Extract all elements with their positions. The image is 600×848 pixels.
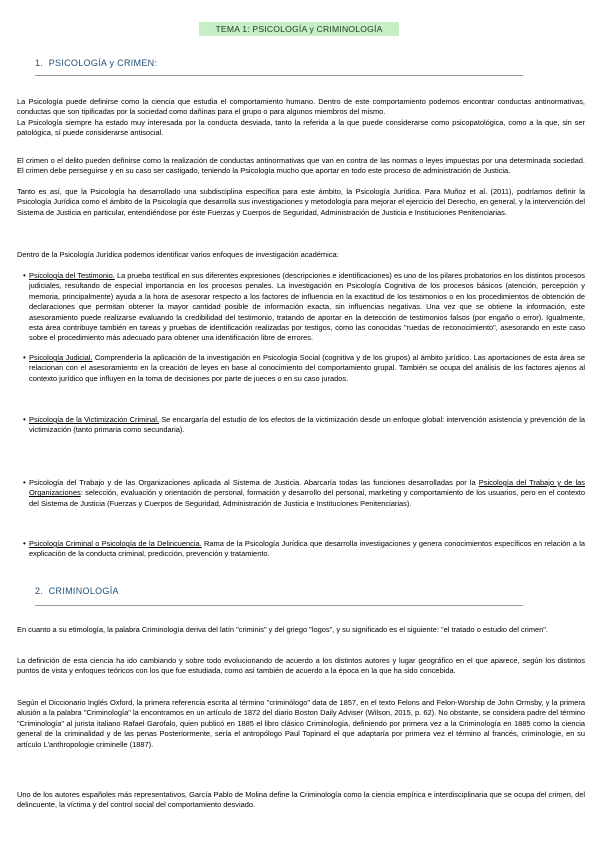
paragraph: Uno de los autores españoles más representativos, García Pablo de Molina define la Criminología como la ciencia empírica e interdisciplinaria que se ocupa del crimen, del delincuente, la víctima y del control social del comportamiento desviado. bbox=[17, 790, 585, 810]
list-item-text: Se encargaría del estudio de los efectos de la victimización desde un enfoque global: intervención asistencia y prevención de la victimización (tanto primaria como secundaria). bbox=[29, 415, 586, 435]
paragraph: En cuanto a su etimología, la palabra Criminología deriva del latín "criminis" y del griego "logos", y su significado es el siguiente: "el tratado o estudio del crimen". bbox=[17, 625, 548, 634]
document-title: TEMA 1: PSICOLOGÍA y CRIMINOLOGÍA bbox=[199, 22, 399, 36]
paragraph: Dentro de la Psicología Jurídica podemos identificar varios enfoques de investigación académica: bbox=[17, 250, 339, 259]
paragraph: El crimen o el delito pueden definirse como la realización de conductas antinormativas que van en contra de las normas o leyes impuestas por una determinada sociedad. El crimen debe perseguirse y en su caso ser castigado, teniendo la Psicología mucho que aportar en todo este proceso de administración de Justicia. bbox=[17, 156, 585, 176]
bullet-icon: • bbox=[23, 353, 26, 362]
list-item-term: Psicología de la Victimización Criminal. bbox=[29, 415, 159, 424]
paragraph: La Psicología puede definirse como la ciencia que estudia el comportamiento humano. Dentro de este comportamiento podemos encontrar conductas antinormativas, conductas que son tipificadas por la sociedad como dañinas para el grupo o para algunos miembros del mismo. bbox=[17, 97, 585, 117]
section-divider bbox=[35, 75, 523, 76]
list-item-text: Comprendería la aplicación de la investigación en Psicología Social (cognitiva y de los grupos) al ámbito jurídico. Las aportaciones de esta área se relacionan con el asesoramiento en la creación de leyes en base al conocimiento del comportamiento grupal. También se ocupa del análisis de los factores ajenos al contexto jurídico que influyen en la toma de decisiones por parte de jueces o en su caso jurados. bbox=[29, 353, 585, 383]
section-number: 2. bbox=[35, 586, 44, 596]
bullet-icon: • bbox=[23, 539, 26, 548]
list-item-text: Rama de la Psicología Jurídica que desarrolla investigaciones y genera conocimientos específicos en relación a la explicación de la conducta criminal, predicción, prevención y tratamiento. bbox=[29, 539, 585, 559]
list-item-term: Psicología Judicial. bbox=[29, 353, 93, 362]
list-item bbox=[23, 415, 585, 436]
section-title: PSICOLOGÍA y CRIMEN: bbox=[48, 58, 158, 68]
list-item bbox=[23, 353, 585, 384]
section-title: CRIMINOLOGÍA bbox=[48, 586, 119, 596]
list-item-term: Psicología del Trabajo y de las Organizaciones bbox=[29, 478, 585, 498]
list-item-pre: Psicología del Trabajo y de las Organizaciones aplicada al Sistema de Justicia. Abarcaría todas las funciones desarrolladas por la bbox=[29, 478, 479, 487]
section-divider bbox=[35, 605, 523, 606]
bullet-icon: • bbox=[23, 415, 26, 424]
section-heading-2 bbox=[35, 586, 119, 596]
list-item-term: Psicología Criminal o Psicología de la Delincuencia. bbox=[29, 539, 202, 548]
paragraph: Según el Diccionario Inglés Oxford, la primera referencia escrita al término "criminólogo" data de 1857, en el texto Felons and Felon-Worship de John Ormsby, y la primera alusión a la palabra "Criminología" la encontramos en un artículo de 1872 del diario Boston Daily Adviser (Wilson, 2015, p. 62). No obstante, se considera padre del término "Criminología" al jurista italiano Rafael Garofalo, quien publicó en 1885 el libro clásico Criminología, definiendo por primera vez a la Criminología en 1885 como la ciencia general de la criminalidad y de las penas Posteriormente, sería el antropólogo Paul Topinard el que adaptaría por primera vez el término al francés, criminologie, en su artículo L'anthropologie criminelle (1887). bbox=[17, 698, 585, 749]
paragraph: La Psicología siempre ha estado muy interesada por la conducta desviada, tanto la referida a la que puede considerarse como psicopatológica, como a la que, sin ser patológica, sí puede considerarse antisocial. bbox=[17, 118, 585, 138]
section-number: 1. bbox=[35, 58, 44, 68]
list-item bbox=[23, 478, 585, 509]
list-item-term: Psicología del Testimonio. bbox=[29, 271, 115, 280]
bullet-icon: • bbox=[23, 271, 26, 280]
paragraph: La definición de esta ciencia ha ido cambiando y sobre todo evolucionando de acuerdo a los distintos autores y lugar geográfico en el que aparece, según los distintos puntos de vista y enfoques teóricos con los que fue estudiada, como así también de acuerdo a la época en la que ha sido concebida. bbox=[17, 656, 585, 676]
bullet-icon: • bbox=[23, 478, 26, 487]
section-heading-1 bbox=[35, 58, 157, 68]
list-item-text: La prueba testifical en sus diferentes expresiones (descripciones e identificaciones) es uno de los pilares probatorios en los distintos procesos judiciales, resultando de especial importancia en los procesos penales. La investigación en Psicología Cognitiva de los procesos básicos (atención, percepción y memoria, principalmente) ayuda a la hora de asesorar respecto a los factores de influencia en la exactitud de los testimonios o en los procedimientos de obtención de declaraciones que permitan obtener la mayor cantidad posible de información exacta, sin influencias negativas. Una vez que se obtiene la información, este asesoramiento puede realizarse evaluando la credibilidad del testimonio, tratando de aportar en la detección de testimonios falsos (por engaño o error). Igualmente, esta área contribuye también en tareas y pruebas de identificación realizadas por testigos, como las conocidas "ruedas de reconocimiento", asesorando en este caso sobre el procedimiento más adecuado para obtener una identificación libre de errores. bbox=[29, 271, 586, 343]
list-item-text: : selección, evaluación y orientación de personal, formación y desarrollo del personal, marketing y comportamiento de los usuarios, pero en el contexto del Sistema de Justicia (Fuerzas y Cuerpos de Seguridad, Administración de Justicia e Instituciones Penitenciarias). bbox=[29, 488, 585, 508]
paragraph: Tanto es así, que la Psicología ha desarrollado una subdisciplina específica para este ámbito, la Psicología Jurídica. Para Muñoz et al. (2011), podríamos definir la Psicología Jurídica como el ámbito de la Psicología que desarrolla sus investigaciones y metodología para mejorar el ejercicio del Derecho, en general, y la intervención del Sistema de Justicia en particular, entendiéndose por éste Fuerzas y Cuerpos de Seguridad, Administración de Justicia e Instituciones Penitenciarias. bbox=[17, 187, 585, 217]
list-item bbox=[23, 539, 585, 560]
list-item bbox=[23, 271, 585, 344]
